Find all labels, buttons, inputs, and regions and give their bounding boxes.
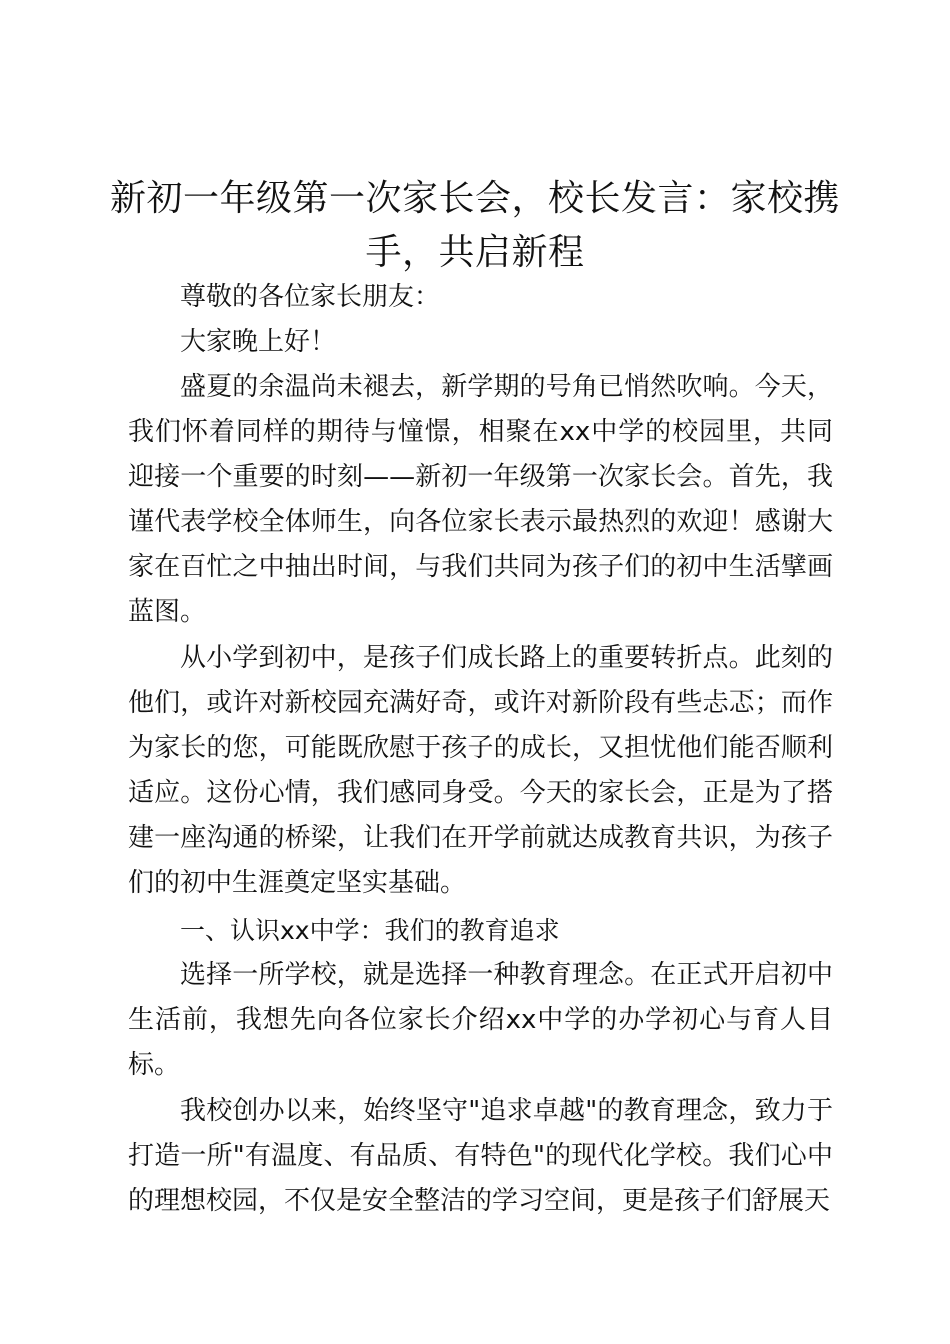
salutation: 尊敬的各位家长朋友：	[180, 282, 441, 312]
section-paragraph: 我校创办以来，始终坚守"追求卓越"的教育理念，致力于打造一所"有温度、有品质、有特色"的现代化学校。我们心中的理想校园，不仅是安全整洁的学习空间，更是孩子们舒展天	[128, 1096, 833, 1216]
greeting: 大家晚上好！	[180, 327, 337, 357]
section-heading: 一、认识xx中学：我们的教育追求	[180, 916, 560, 945]
intro-paragraph: 盛夏的余温尚未褪去，新学期的号角已悄然吹响。今天，我们怀着同样的期待与憧憬，相聚在xx中学的校园里，共同迎接一个重要的时刻——新初一年级第一次家长会。首先，我谨代表学校全体师生，向各位家长表示最热烈的欢迎！感谢大家在百忙之中抽出时间，与我们共同为孩子们的初中生活擘画蓝图。	[128, 372, 833, 627]
section-paragraph: 选择一所学校，就是选择一种教育理念。在正式开启初中生活前，我想先向各位家长介绍xx中学的办学初心与育人目标。	[128, 960, 833, 1080]
document-body	[128, 275, 833, 1224]
transition-paragraph: 从小学到初中，是孩子们成长路上的重要转折点。此刻的他们，或许对新校园充满好奇，或许对新阶段有些忐忑；而作为家长的您，可能既欣慰于孩子的成长，又担忧他们能否顺利适应。这份心情，我们感同身受。今天的家长会，正是为了搭建一座沟通的桥梁，让我们在开学前就达成教育共识，为孩子们的初中生涯奠定坚实基础。	[128, 643, 833, 898]
document-title: 新初一年级第一次家长会，校长发言：家校携手，共启新程	[109, 178, 840, 273]
